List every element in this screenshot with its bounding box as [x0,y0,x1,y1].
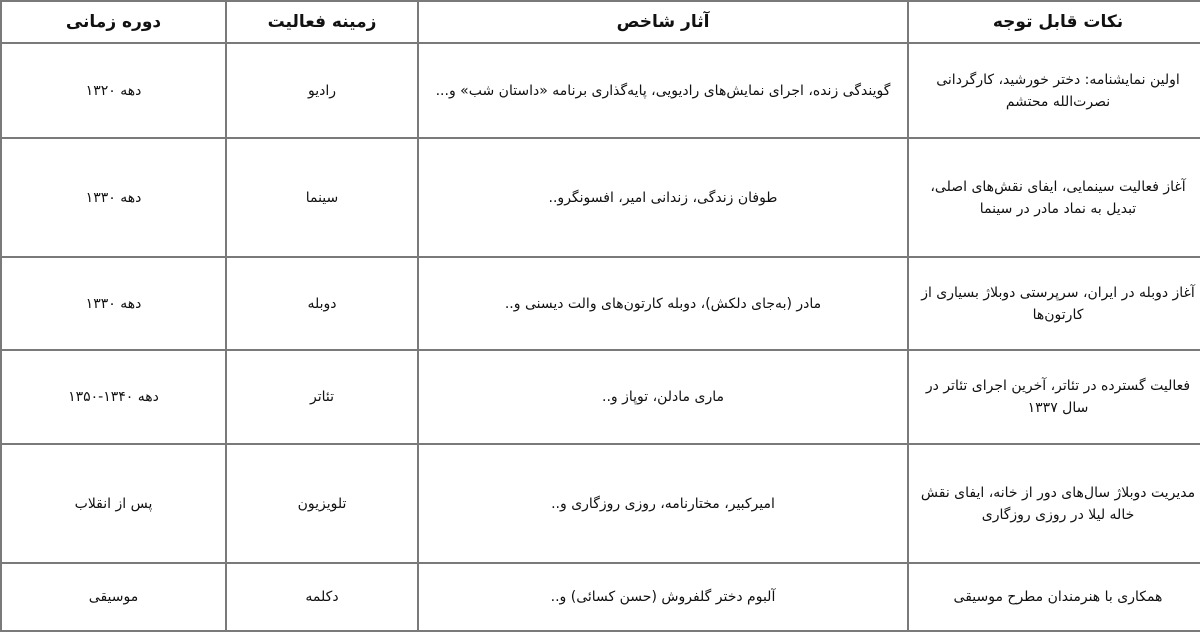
table-row [1,257,1200,350]
cell-period: پس از انقلاب [1,444,226,563]
cell-field: تئاتر [226,350,418,444]
table-row [1,43,1200,138]
cell-works: طوفان زندگی، زندانی امیر، افسونگرو.. [418,138,908,257]
table-row [1,563,1200,631]
cell-works: گویندگی زنده، اجرای نمایش‌های رادیویی، پایه‌گذاری برنامه «داستان شب» و... [418,43,908,138]
table-row [1,138,1200,257]
cell-works: ماری مادلن، توپاز و.. [418,350,908,444]
cell-works: مادر (به‌جای دلکش)، دوبله کارتون‌های والت دیسنی و.. [418,257,908,350]
table-header-row [1,1,1200,43]
cell-notes: آغاز فعالیت سینمایی، ایفای نقش‌های اصلی، تبدیل به نماد مادر در سینما [908,138,1200,257]
cell-notes: فعالیت گسترده در تئاتر، آخرین اجرای تئاتر در سال ۱۳۳۷ [908,350,1200,444]
cell-field: دکلمه [226,563,418,631]
cell-field: سینما [226,138,418,257]
cell-field: دوبله [226,257,418,350]
header-period: دوره زمانی [1,1,226,43]
header-notes: نکات قابل توجه [908,1,1200,43]
table-row [1,444,1200,563]
cell-notes: آغاز دوبله در ایران، سرپرستی دوبلاژ بسیاری از کارتون‌ها [908,257,1200,350]
cell-notes: همکاری با هنرمندان مطرح موسیقی [908,563,1200,631]
cell-period: موسیقی [1,563,226,631]
cell-period: دهه ۱۳۴۰-۱۳۵۰ [1,350,226,444]
cell-works: آلبوم دختر گلفروش (حسن کسائی) و.. [418,563,908,631]
cell-notes: اولین نمایشنامه: دختر خورشید، کارگردانی نصرت‌الله محتشم [908,43,1200,138]
cell-period: دهه ۱۳۳۰ [1,257,226,350]
cell-notes: مدیریت دوبلاژ سال‌های دور از خانه، ایفای نقش خاله لیلا در روزی روزگاری [908,444,1200,563]
cell-period: دهه ۱۳۲۰ [1,43,226,138]
header-works: آثار شاخص [418,1,908,43]
cell-period: دهه ۱۳۳۰ [1,138,226,257]
table-row [1,350,1200,444]
header-field: زمینه فعالیت [226,1,418,43]
cell-works: امیرکبیر، مختارنامه، روزی روزگاری و.. [418,444,908,563]
cell-field: رادیو [226,43,418,138]
cell-field: تلویزیون [226,444,418,563]
